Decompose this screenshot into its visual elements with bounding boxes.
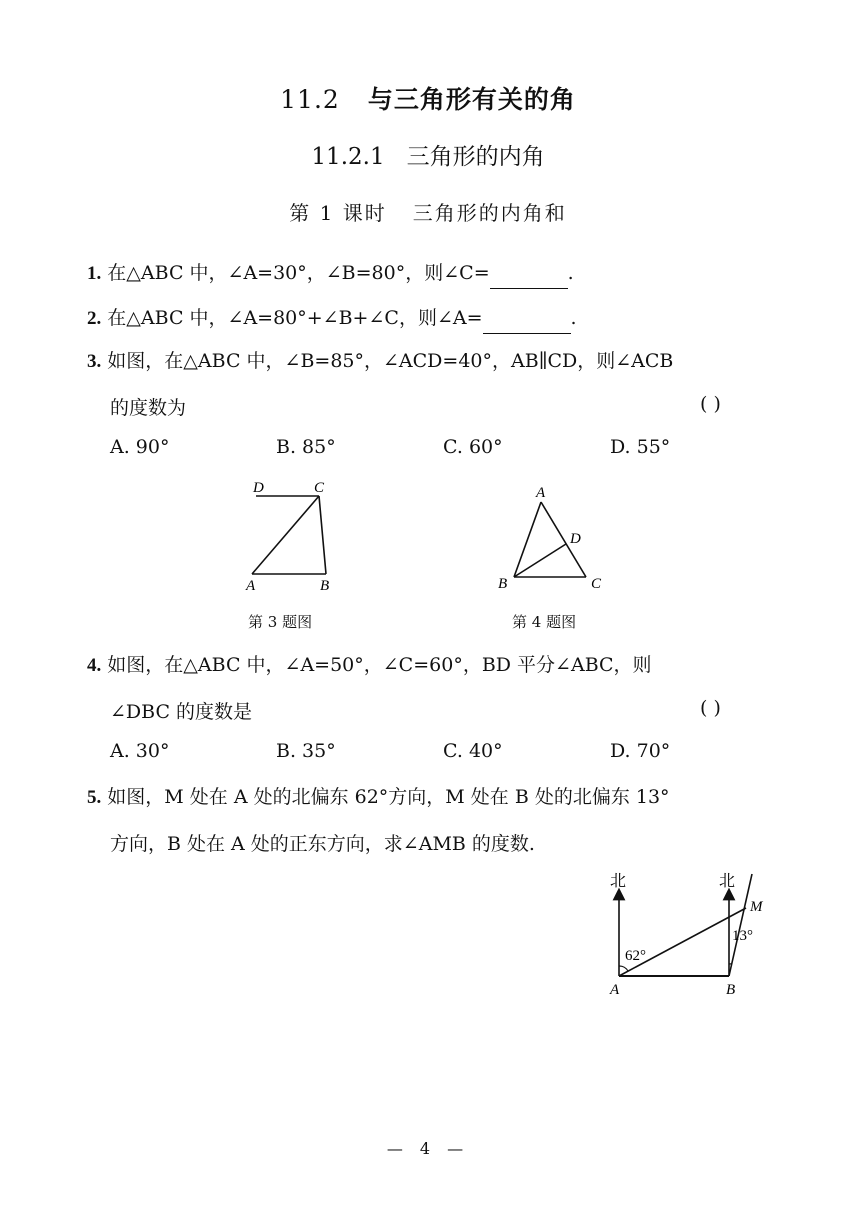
label-d: D <box>253 480 264 496</box>
question-number: 1. <box>87 263 102 284</box>
figure-3-caption: 第 3 题图 <box>248 613 313 631</box>
question-2 <box>87 303 577 334</box>
angle-arc-a <box>619 966 628 971</box>
label-a: A <box>246 578 256 594</box>
angle-label-62: 62° <box>625 948 646 964</box>
answer-paren[interactable]: ( ) <box>700 697 721 719</box>
label-a: A <box>610 982 620 998</box>
question-4-continuation: ∠DBC 的度数是 <box>110 701 253 723</box>
question-end: . <box>567 262 574 284</box>
label-d: D <box>570 531 581 547</box>
question-end: . <box>570 307 577 329</box>
segment-ca <box>252 496 319 574</box>
figure-4 <box>494 480 614 596</box>
question-text: 如图，M 处在 A 处的北偏东 62°方向，M 处在 B 处的北偏东 13° <box>107 786 670 808</box>
question-4 <box>87 650 652 681</box>
option-b[interactable]: B. 85° <box>276 436 336 458</box>
label-c: C <box>314 480 325 496</box>
page-number: — 4 — <box>386 1139 470 1158</box>
subsection-title-text: 三角形的内角 <box>406 144 545 170</box>
question-text: 如图，在△ABC 中，∠B=85°，∠ACD=40°，AB∥CD，则∠ACB <box>107 350 674 372</box>
label-b: B <box>726 982 736 998</box>
section-number: 11.2 <box>280 85 340 114</box>
question-3-continuation: 的度数为 <box>110 397 187 419</box>
option-a[interactable]: A. 30° <box>110 740 170 762</box>
segment-cb <box>319 496 326 574</box>
question-number: 2. <box>87 308 102 329</box>
lesson-label: 第 1 课时 <box>289 201 387 225</box>
angle-label-13: 13° <box>732 928 753 944</box>
segment-am <box>619 908 746 976</box>
figure-5 <box>596 862 786 1002</box>
question-number: 4. <box>87 655 102 676</box>
question-5 <box>87 782 670 813</box>
label-c: C <box>591 576 602 592</box>
question-number: 5. <box>87 787 102 808</box>
answer-blank[interactable] <box>483 309 571 334</box>
question-text: 在△ABC 中，∠A=30°，∠B=80°，则∠C= <box>107 262 490 284</box>
option-a[interactable]: A. 90° <box>110 436 170 458</box>
label-b: B <box>320 578 330 594</box>
segment-ab <box>514 502 541 577</box>
answer-blank[interactable] <box>490 264 568 289</box>
subsection-number: 11.2.1 <box>311 144 385 170</box>
option-d[interactable]: D. 70° <box>610 740 671 762</box>
question-5-continuation: 方向，B 处在 A 处的正东方向，求∠AMB 的度数. <box>110 833 535 855</box>
option-d[interactable]: D. 55° <box>610 436 671 458</box>
option-b[interactable]: B. 35° <box>276 740 336 762</box>
figure-4-caption: 第 4 题图 <box>512 613 577 631</box>
label-m: M <box>750 899 763 915</box>
option-c[interactable]: C. 60° <box>443 436 503 458</box>
subsection-title <box>0 138 856 171</box>
question-text: 在△ABC 中，∠A=80°+∠B+∠C，则∠A= <box>107 307 483 329</box>
north-label-a: 北 <box>610 873 627 890</box>
question-3 <box>87 346 673 377</box>
label-a: A <box>536 485 546 501</box>
question-number: 3. <box>87 351 102 372</box>
segment-bd <box>514 544 566 577</box>
section-title-text: 与三角形有关的角 <box>367 85 576 114</box>
answer-paren[interactable]: ( ) <box>700 393 721 415</box>
option-c[interactable]: C. 40° <box>443 740 503 762</box>
lesson-text: 三角形的内角和 <box>412 201 567 225</box>
question-1 <box>87 258 574 289</box>
lesson-title <box>0 197 856 226</box>
figure-3 <box>240 474 350 596</box>
north-label-b: 北 <box>719 873 736 890</box>
section-title <box>0 80 856 116</box>
question-text: 如图，在△ABC 中，∠A=50°，∠C=60°，BD 平分∠ABC，则 <box>107 654 652 676</box>
label-b: B <box>498 576 508 592</box>
